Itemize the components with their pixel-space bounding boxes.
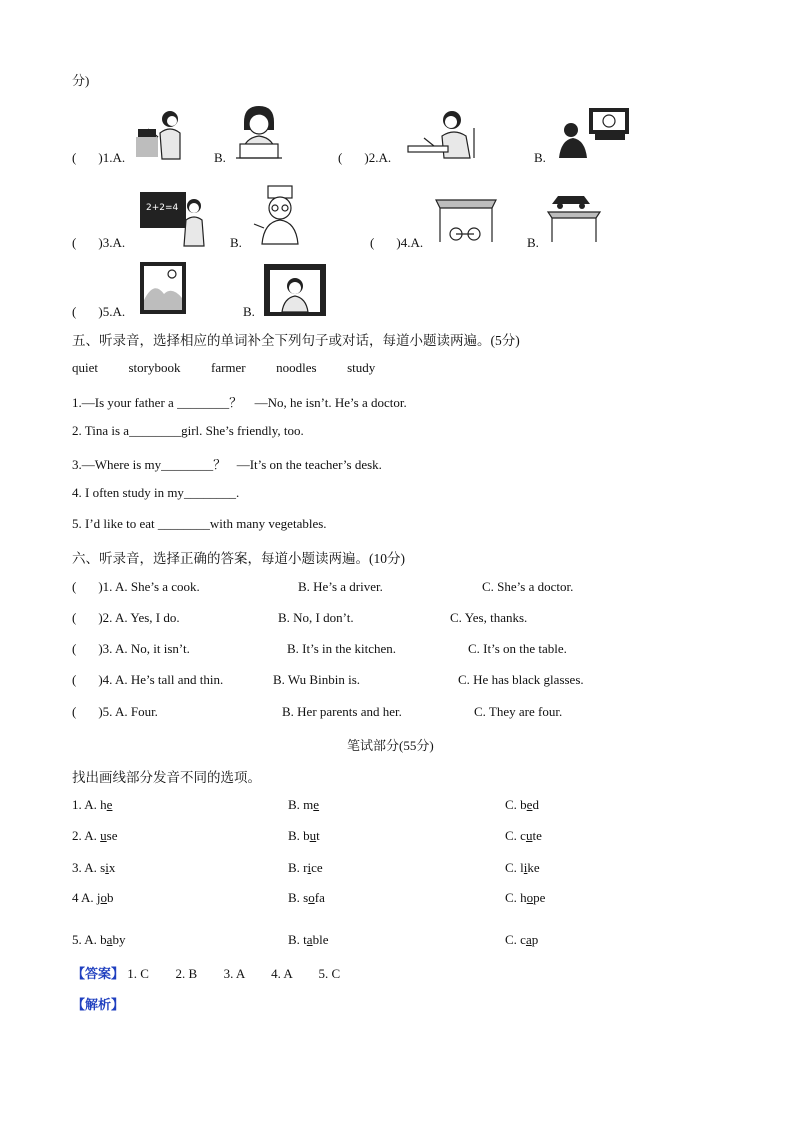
word-part: B. r xyxy=(288,860,308,875)
svg-text:2+2=4: 2+2=4 xyxy=(146,203,179,213)
answer-item: 4. A xyxy=(271,966,293,981)
word-part: 5. A. b xyxy=(72,932,107,947)
question-text: 2. Tina is a xyxy=(72,423,130,438)
option-a xyxy=(72,860,115,876)
answer-item: 1. C xyxy=(127,966,149,981)
word-part: 4 A. j xyxy=(72,890,101,905)
close-paren: ) xyxy=(98,304,103,319)
question-text-tail: girl. She’s friendly, too. xyxy=(181,423,304,438)
answer-blank[interactable]: ________ xyxy=(183,485,236,500)
option-a xyxy=(72,797,112,813)
question-text: 4. I often study in my xyxy=(72,485,184,500)
word-part: d xyxy=(532,797,539,812)
word-part: se xyxy=(106,828,118,843)
option-a: )4. A. He’s tall and thin. xyxy=(98,672,224,687)
picture-2-option-b: B. xyxy=(534,150,546,165)
option-a: )3. A. No, it isn’t. xyxy=(98,641,190,656)
word-part: ce xyxy=(311,860,323,875)
open-paren: ( xyxy=(72,672,77,687)
underlined-letters: i xyxy=(307,860,312,875)
option-a xyxy=(72,890,114,906)
fill-blank-question-2 xyxy=(72,423,304,439)
answer-item: 3. A xyxy=(223,966,245,981)
open-paren: ( xyxy=(370,235,375,250)
open-paren: ( xyxy=(72,610,77,625)
picture-5-option-b: B. xyxy=(243,304,255,319)
fill-blank-question-5 xyxy=(72,516,327,532)
question-text-tail: . xyxy=(235,485,240,500)
question-mark: ？ xyxy=(213,457,227,472)
open-paren: ( xyxy=(72,579,77,594)
fill-blank-question-4 xyxy=(72,485,239,501)
mc-lead xyxy=(72,641,190,657)
word-part: ble xyxy=(312,932,329,947)
underlined-letters: a xyxy=(306,932,313,947)
section5-title: 五、听录音，选择相应的单词补全下列句子或对话，每道小题读两遍。(5分) xyxy=(72,333,520,348)
question-number: 1 xyxy=(102,150,110,165)
underlined-letters: u xyxy=(309,828,317,843)
page-header-fragment: 分) xyxy=(72,73,90,88)
close-paren: ) xyxy=(364,150,369,165)
option-c xyxy=(505,797,539,813)
underlined-letters: a xyxy=(106,932,113,947)
boy-writing-picture xyxy=(404,108,480,162)
open-paren: ( xyxy=(72,304,77,319)
doctor-picture xyxy=(250,184,310,246)
question-number: 5 xyxy=(102,304,110,319)
word-part: fa xyxy=(314,890,325,905)
option-b: B. Wu Binbin is. xyxy=(273,672,361,687)
option-c xyxy=(505,828,542,844)
fill-blank-question-3 xyxy=(72,454,382,473)
option-b: B. Her parents and her. xyxy=(282,704,402,719)
pronunciation-instruction: 找出画线部分发音不同的选项。 xyxy=(72,770,261,785)
picture-question-4: ( )4.A. xyxy=(370,235,424,250)
underlined-letters: u xyxy=(525,828,533,843)
word-part: B. t xyxy=(288,932,307,947)
boy-at-window-picture xyxy=(262,262,328,318)
mc-lead xyxy=(72,610,180,626)
word-part: 1. A. h xyxy=(72,797,107,812)
word-part: b xyxy=(107,890,114,905)
question-number: 3 xyxy=(102,235,110,250)
mc-lead xyxy=(72,704,158,720)
option-c xyxy=(505,890,545,906)
option-b xyxy=(288,932,328,948)
picture-4-option-b: B. xyxy=(527,235,539,250)
open-paren: ( xyxy=(72,641,77,656)
option-b: B. No, I don’t. xyxy=(278,610,354,625)
section6-title: 六、听录音，选择正确的答案，每道小题读两遍。(10分) xyxy=(72,551,405,566)
answer-blank[interactable]: ________ xyxy=(129,423,182,438)
word-bank-item: quiet xyxy=(72,360,98,375)
option-c: C. She’s a doctor. xyxy=(482,579,574,594)
word-bank-item: noodles xyxy=(276,360,317,375)
girl-laptop-picture xyxy=(234,104,284,162)
word-part: C. c xyxy=(505,828,526,843)
option-a-label: A. xyxy=(378,150,392,165)
underlined-letters: a xyxy=(525,932,532,947)
word-bank xyxy=(72,360,375,376)
open-paren: ( xyxy=(72,150,77,165)
question-text: 3.—Where is my xyxy=(72,457,162,472)
fill-blank-question-1 xyxy=(72,392,407,411)
word-part: C. h xyxy=(505,890,527,905)
option-c: C. It’s on the table. xyxy=(468,641,567,656)
open-paren: ( xyxy=(72,235,77,250)
option-c xyxy=(505,932,538,948)
option-c: C. Yes, thanks. xyxy=(450,610,528,625)
picture-question-3: ( )3.A. xyxy=(72,235,126,250)
option-b xyxy=(288,860,323,876)
word-part: te xyxy=(532,828,542,843)
analysis-label: 【解析】 xyxy=(72,997,125,1012)
word-bank-item: farmer xyxy=(211,360,246,375)
question-text: 5. I’d like to eat xyxy=(72,516,155,531)
word-bank-item: study xyxy=(347,360,376,375)
word-part: B. m xyxy=(288,797,314,812)
teacher-blackboard-picture xyxy=(138,188,208,248)
bike-under-table-picture xyxy=(432,192,500,244)
option-b: B. He’s a driver. xyxy=(298,579,383,594)
word-part: B. b xyxy=(288,828,310,843)
underlined-letters: e xyxy=(526,797,533,812)
underlined-letters: o xyxy=(100,890,108,905)
landscape-painting-picture xyxy=(138,260,188,316)
answer-line xyxy=(72,963,340,982)
mc-lead xyxy=(72,579,200,595)
option-a-label: A. xyxy=(112,150,126,165)
boy-watching-tv-picture xyxy=(555,106,633,162)
question-number: 2 xyxy=(368,150,376,165)
word-part: t xyxy=(316,828,320,843)
question-text-tail: with many vegetables. xyxy=(209,516,327,531)
word-part: 3. A. s xyxy=(72,860,106,875)
open-paren: ( xyxy=(338,150,343,165)
picture-1-option-b: B. xyxy=(214,150,226,165)
response-text: —No, he isn’t. He’s a doctor. xyxy=(254,395,407,410)
option-b xyxy=(288,797,319,813)
answer-item: 2. B xyxy=(175,966,198,981)
mc-lead xyxy=(72,672,223,688)
option-a: )1. A. She’s a cook. xyxy=(98,579,200,594)
option-a: )2. A. Yes, I do. xyxy=(98,610,180,625)
question-mark: ？ xyxy=(229,395,243,410)
word-part: B. s xyxy=(288,890,309,905)
option-a xyxy=(72,828,118,844)
word-part: ke xyxy=(527,860,540,875)
underlined-letters: o xyxy=(526,890,534,905)
option-c: C. He has black glasses. xyxy=(458,672,584,687)
option-a-label: A. xyxy=(112,235,126,250)
open-paren: ( xyxy=(72,704,77,719)
answer-blank[interactable]: ________ xyxy=(157,516,210,531)
word-bank-item: storybook xyxy=(128,360,181,375)
option-b: B. It’s in the kitchen. xyxy=(287,641,397,656)
underlined-letters: o xyxy=(308,890,315,905)
answer-label: 【答案】 xyxy=(72,966,125,981)
picture-question-2: ( )2.A. xyxy=(338,150,392,165)
picture-question-5: ( )5.A. xyxy=(72,304,126,319)
word-part: 2. A. xyxy=(72,828,101,843)
word-part: pe xyxy=(533,890,546,905)
answer-blank[interactable]: ________ xyxy=(177,395,230,410)
word-part: C. b xyxy=(505,797,527,812)
word-part: p xyxy=(531,932,539,947)
option-a: )5. A. Four. xyxy=(98,704,158,719)
underlined-letters: e xyxy=(313,797,320,812)
word-part: C. c xyxy=(505,932,526,947)
word-part: by xyxy=(112,932,126,947)
option-c xyxy=(505,860,540,876)
written-part-title: 笔试部分(55分) xyxy=(347,738,434,753)
close-paren: ) xyxy=(396,235,401,250)
option-b xyxy=(288,890,325,906)
underlined-letters: u xyxy=(100,828,107,843)
underlined-letters: i xyxy=(523,860,528,875)
option-a-label: A. xyxy=(112,304,126,319)
option-a xyxy=(72,932,125,948)
cook-woman-picture xyxy=(134,107,186,163)
close-paren: ) xyxy=(98,150,103,165)
answer-item: 5. C xyxy=(318,966,341,981)
question-number: 4 xyxy=(400,235,408,250)
word-part: C. l xyxy=(505,860,524,875)
picture-question-1: ( )1.A. xyxy=(72,150,126,165)
car-on-table-picture xyxy=(546,188,602,244)
underlined-letters: i xyxy=(105,860,109,875)
response-text: —It’s on the teacher’s desk. xyxy=(236,457,382,472)
close-paren: ) xyxy=(98,235,103,250)
word-part: x xyxy=(108,860,116,875)
underlined-letters: e xyxy=(106,797,113,812)
option-a-label: A. xyxy=(410,235,424,250)
question-text: 1.—Is your father a xyxy=(72,395,174,410)
answer-blank[interactable]: ________ xyxy=(161,457,214,472)
picture-3-option-b: B. xyxy=(230,235,242,250)
option-c: C. They are four. xyxy=(474,704,563,719)
option-b xyxy=(288,828,320,844)
